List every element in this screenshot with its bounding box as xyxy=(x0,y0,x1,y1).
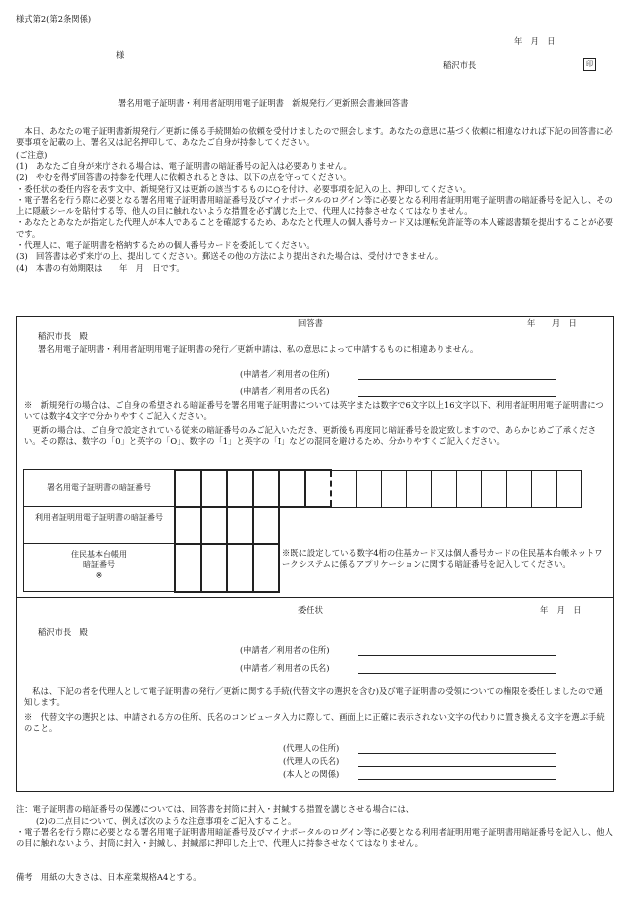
note-item: ・あなたとあなたが指定した代理人が本人であることを確認するため、あなたと代理人の個人番号カード又は運転免許証等の本人確認書類を提出することが必要です。 xyxy=(16,217,614,239)
proxy-title: 委任状 xyxy=(298,605,323,615)
agent-address-field[interactable] xyxy=(358,753,556,754)
pin-box[interactable] xyxy=(279,470,305,507)
pin-box[interactable] xyxy=(331,470,357,507)
applicant-name-label: (申請者／利用者の氏名) xyxy=(240,386,330,396)
agent-relation-field[interactable] xyxy=(358,779,556,780)
note-item: (1) あなたご自身が来庁される場合は、電子証明書の暗証番号の記入は必要ありません。 xyxy=(16,161,352,171)
reply-addressee: 稲沢市長 殿 xyxy=(38,331,88,341)
juki-pin-label-cell xyxy=(23,543,175,592)
note-item: (4) 本書の有効期限は 年 月 日です。 xyxy=(16,262,185,273)
pin-note-update: 更新の場合は、ご自身で設定されている従来の暗証番号のみご記入いただき、更新後も再度同じ暗証番号を設定致しますので、あらかじめご了承ください。その際は、数字の「0」と英字の「O」、数字の「1」と英字の「I」などの混同を避けるため、分かりやすくご記入ください。 xyxy=(24,425,596,447)
note-item: ・委任状の委任内容を表す文中、新規発行又は更新の該当するものに○を付け、必要事項を記入の上、押印してください。 xyxy=(16,183,471,194)
signature-pin-grid xyxy=(174,469,582,508)
pin-box[interactable] xyxy=(407,470,432,507)
pin-box[interactable] xyxy=(201,544,227,592)
pin-box[interactable] xyxy=(175,544,201,592)
note-item: ・代理人に、電子証明書を格納するための個人番号カードを委託してください。 xyxy=(16,239,315,250)
pin-box[interactable] xyxy=(482,470,507,507)
notes-heading: (ご注意) xyxy=(16,150,48,160)
footer-note-1: 注：電子証明書の暗証番号の保護については、回答書を封筒に封入・封緘する措置を講じさせる場合には、 xyxy=(16,804,415,814)
header-date: 年 月 日 xyxy=(514,36,556,46)
pin-box[interactable] xyxy=(357,470,382,507)
proxy-name-field[interactable] xyxy=(358,673,556,674)
pin-box[interactable] xyxy=(432,470,457,507)
proxy-statement: 私は、下記の者を代理人として電子証明書の発行／更新に関する手続(代替文字の選択を含む)及び電子証明書の受領についての権限を委任しましたので通知します。 xyxy=(24,686,603,708)
pin-box[interactable] xyxy=(507,470,532,507)
pin-box[interactable] xyxy=(201,507,227,544)
proxy-addressee: 稲沢市長 殿 xyxy=(38,627,88,637)
pin-box[interactable] xyxy=(253,470,279,507)
reply-title: 回答書 xyxy=(298,318,323,328)
agent-relation-label: (本人との関係) xyxy=(283,769,340,779)
proxy-note: ※ 代替文字の選択とは、申請される方の住所、氏名のコンピュータ入力に際して、画面上に正確に表示されない文字の代わりに置き換える文字を選ぶ手続のこと。 xyxy=(24,712,605,734)
agent-name-label: (代理人の氏名) xyxy=(283,756,340,766)
issuer-name: 稲沢市長 xyxy=(443,60,477,70)
footer-note-2: (2)の二点目について、例えば次のような注意事項をご記入すること。 xyxy=(36,816,297,826)
proxy-address-label: (申請者／利用者の住所) xyxy=(240,645,330,655)
pin-box[interactable] xyxy=(227,507,253,544)
user-pin-label: 利用者証明用電子証明書の暗証番号 xyxy=(35,513,163,522)
applicant-address-label: (申請者／利用者の住所) xyxy=(240,369,330,379)
juki-pin-note: ※既に設定している数字4桁の住基カード又は個人番号カードの住民基本台帳ネットワークシステムに係るアプリケーションに関する暗証番号を記入してください。 xyxy=(282,548,603,570)
note-item: (3) 回答書は必ず来庁の上、提出してください。郵送その他の方法により提出された場合は、受付けできません。 xyxy=(16,251,444,262)
reply-date: 年 月 日 xyxy=(527,318,577,328)
note-item: (2) やむを得ず回答書の持参を代理人に依頼されるときは、以下の点を守ってください。 xyxy=(16,172,352,183)
page-title: 署名用電子証明書・利用者証明用電子証明書 新規発行／更新照会書兼回答書 xyxy=(118,98,409,108)
signature-pin-label-cell xyxy=(23,469,175,507)
reply-statement: 署名用電子証明書・利用者証明用電子証明書の発行／更新申請は、私の意思によって申請するものに相違ありません。 xyxy=(38,344,479,354)
notes-list xyxy=(16,161,614,274)
proxy-name-label: (申請者／利用者の氏名) xyxy=(240,663,330,673)
juki-pin-label-b: 暗証番号 xyxy=(83,560,115,570)
footer-remark: 備考 用紙の大きさは、日本産業規格A4とする。 xyxy=(16,872,202,882)
user-pin-grid xyxy=(174,506,280,545)
recipient-suffix: 様 xyxy=(116,50,125,60)
pin-box[interactable] xyxy=(253,544,279,592)
intro-text: 本日、あなたの電子証明書新規発行／更新に係る手続開始の依頼を受付けましたので照会します。あなたの意思に基づく依頼に相違なければ下記の回答書に必要事項を記載の上、署名又は記名押印して、あなたご自身が持参してください。 xyxy=(16,126,613,148)
pin-box[interactable] xyxy=(532,470,557,507)
section-divider xyxy=(16,597,614,598)
pin-box[interactable] xyxy=(457,470,482,507)
juki-pin-grid xyxy=(174,543,280,593)
agent-address-label: (代理人の住所) xyxy=(283,743,340,753)
pin-box[interactable] xyxy=(557,470,582,507)
signature-pin-label: 署名用電子証明書の暗証番号 xyxy=(47,483,151,492)
juki-pin-label-c: ※ xyxy=(95,570,103,580)
pin-box[interactable] xyxy=(253,507,279,544)
seal-mark: 印 xyxy=(583,58,596,71)
pin-box[interactable] xyxy=(175,470,201,507)
pin-box[interactable] xyxy=(382,470,407,507)
juki-pin-label-a: 住民基本台帳用 xyxy=(71,550,127,559)
pin-box[interactable] xyxy=(201,470,227,507)
pin-box[interactable] xyxy=(175,507,201,544)
proxy-date: 年 月 日 xyxy=(540,605,582,615)
pin-box[interactable] xyxy=(227,470,253,507)
proxy-address-field[interactable] xyxy=(358,655,556,656)
note-item: ・電子署名を行う際に必要となる署名用電子証明書用暗証番号及びマイナポータルのログイン等に必要となる利用者証明用電子証明書の暗証番号を記入し、その上に隠蔽シールを貼付する等、他人の目に触れないような措置を必ず講じた上で、代理人に持参させなくてはなりません。 xyxy=(16,194,613,217)
agent-name-field[interactable] xyxy=(358,766,556,767)
applicant-address-field[interactable] xyxy=(358,379,556,380)
footer-note-3: ・電子署名を行う際に必要となる署名用電子証明書用暗証番号及びマイナポータルのログイン等に必要となる利用者証明用電子証明書用暗証番号を記入し、他人の目に触れないよう、封筒に封入・封緘し、封緘部に押印した上で、代理人に持参させなくてはなりません。 xyxy=(16,827,613,849)
pin-box[interactable] xyxy=(305,470,331,507)
form-number: 様式第2(第2条関係) xyxy=(16,14,92,24)
pin-note-new: ※ 新規発行の場合は、ご自身の希望される暗証番号を署名用電子証明書については英字または数字で6文字以上16文字以下、利用者証明用電子証明書については数字4文字で分かりやすくご記入ください。 xyxy=(24,400,604,422)
user-pin-label-cell xyxy=(23,506,175,544)
applicant-name-field[interactable] xyxy=(358,396,556,397)
pin-box[interactable] xyxy=(227,544,253,592)
